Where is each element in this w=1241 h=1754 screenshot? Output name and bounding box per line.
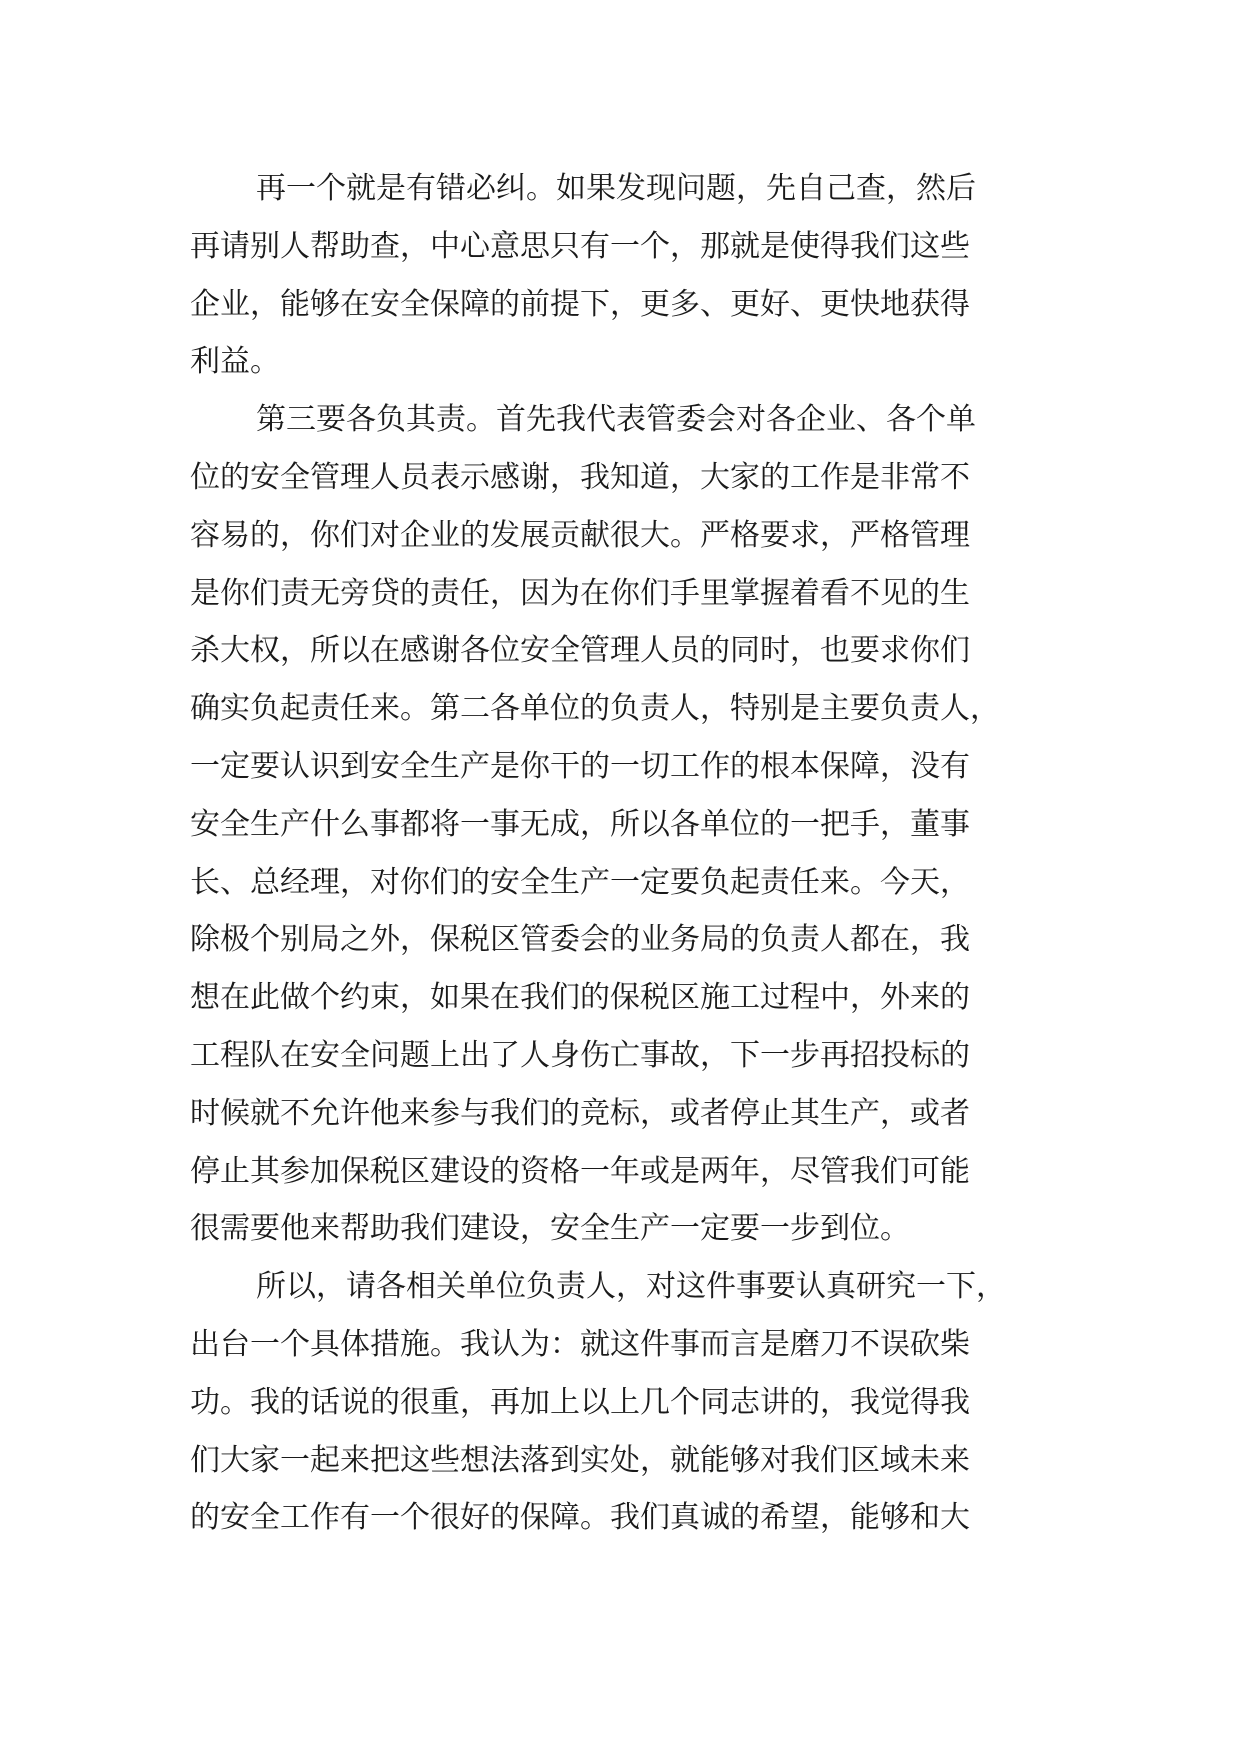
text-line: 确实负起责任来。第二各单位的负责人，特别是主要负责人， bbox=[190, 691, 1000, 727]
text-line: 再请别人帮助查，中心意思只有一个，那就是使得我们这些 bbox=[190, 228, 970, 264]
text-line: 杀大权，所以在感谢各位安全管理人员的同时，也要求你们 bbox=[190, 633, 970, 669]
text-line: 停止其参加保税区建设的资格一年或是两年，尽管我们可能 bbox=[190, 1153, 970, 1189]
text-line: 所以，请各相关单位负责人，对这件事要认真研究一下， bbox=[256, 1269, 1006, 1305]
text-line: 功。我的话说的很重，再加上以上几个同志讲的，我觉得我 bbox=[190, 1384, 970, 1420]
text-line: 企业，能够在安全保障的前提下，更多、更好、更快地获得 bbox=[190, 286, 970, 322]
text-line: 出台一个具体措施。我认为：就这件事而言是磨刀不误砍柴 bbox=[190, 1326, 970, 1362]
text-line: 的安全工作有一个很好的保障。我们真诚的希望，能够和大 bbox=[190, 1500, 970, 1536]
paragraph-1 bbox=[190, 160, 1070, 391]
text-line: 长、总经理，对你们的安全生产一定要负起责任来。今天， bbox=[190, 864, 970, 900]
text-line: 想在此做个约束，如果在我们的保税区施工过程中，外来的 bbox=[190, 980, 970, 1016]
text-line: 们大家一起来把这些想法落到实处，就能够对我们区域未来 bbox=[190, 1442, 970, 1478]
text-line: 再一个就是有错必纠。如果发现问题，先自己查，然后 bbox=[256, 171, 976, 206]
text-line: 位的安全管理人员表示感谢，我知道，大家的工作是非常不 bbox=[190, 459, 970, 495]
text-line: 工程队在安全问题上出了人身伤亡事故，下一步再招投标的 bbox=[190, 1037, 970, 1073]
text-line: 很需要他来帮助我们建设，安全生产一定要一步到位。 bbox=[190, 1211, 910, 1247]
text-line: 时候就不允许他来参与我们的竞标，或者停止其生产，或者 bbox=[190, 1095, 970, 1131]
paragraph-3 bbox=[190, 1258, 1070, 1547]
text-line: 安全生产什么事都将一事无成，所以各单位的一把手，董事 bbox=[190, 806, 970, 842]
document-body bbox=[190, 160, 1070, 1547]
text-line: 是你们责无旁贷的责任，因为在你们手里掌握着看不见的生 bbox=[190, 575, 970, 611]
text-line: 利益。 bbox=[190, 344, 280, 380]
text-line: 除极个别局之外，保税区管委会的业务局的负责人都在，我 bbox=[190, 922, 970, 958]
text-line: 第三要各负其责。首先我代表管委会对各企业、各个单 bbox=[256, 402, 976, 438]
text-line: 一定要认识到安全生产是你干的一切工作的根本保障，没有 bbox=[190, 748, 970, 784]
paragraph-2 bbox=[190, 391, 1070, 1258]
text-line: 容易的，你们对企业的发展贡献很大。严格要求，严格管理 bbox=[190, 517, 970, 553]
